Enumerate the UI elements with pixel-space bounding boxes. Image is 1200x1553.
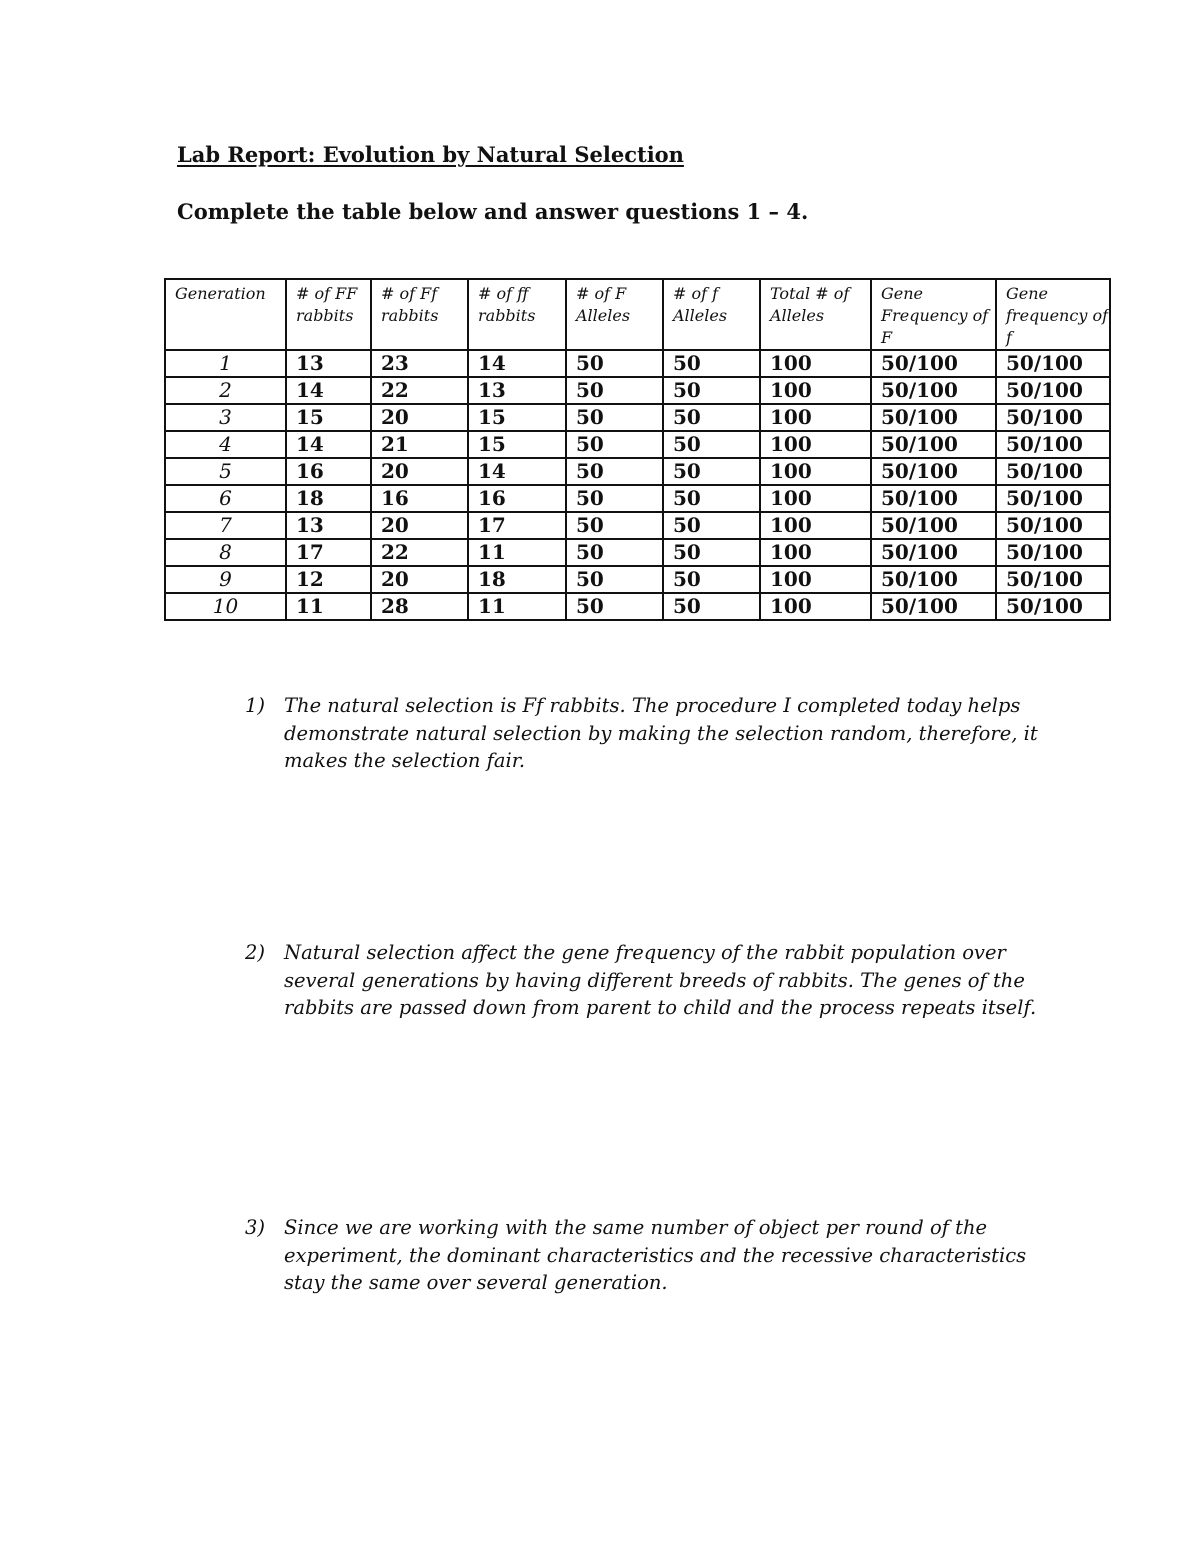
answer-text: Natural selection affect the gene frequency of the rabbit population over several generations by having different breeds of rabbits. The genes of the rabbits are passed down from parent to child and the process repeats itself. [284,941,1037,1019]
header-recessive-alleles: # of f Alleles [663,279,760,350]
table-cell: 18 [468,566,566,593]
table-cell: 50 [663,431,760,458]
table-cell: 100 [760,485,871,512]
table-cell: 14 [468,350,566,377]
table-cell: 100 [760,458,871,485]
table-cell: 50 [566,485,663,512]
table-cell: 100 [760,431,871,458]
generation-cell: 1 [165,350,286,377]
table-cell: 50/100 [871,431,996,458]
table-cell: 50 [566,377,663,404]
generation-cell: 9 [165,566,286,593]
table-cell: 50/100 [996,377,1110,404]
header-ff-hetero-rabbits: # of Ff rabbits [371,279,468,350]
table-cell: 50 [663,377,760,404]
table-row [165,458,1110,485]
table-cell: 50/100 [996,512,1110,539]
table-cell: 50 [663,593,760,620]
table-cell: 50 [566,593,663,620]
table-cell: 50 [663,350,760,377]
table-cell: 14 [468,458,566,485]
table-cell: 100 [760,593,871,620]
generation-table [164,278,1111,621]
table-cell: 100 [760,566,871,593]
table-cell: 15 [468,431,566,458]
table-cell: 50 [566,512,663,539]
header-dominant-alleles: # of F Alleles [566,279,663,350]
table-cell: 15 [286,404,371,431]
table-cell: 100 [760,404,871,431]
generation-cell: 7 [165,512,286,539]
answer-number: 3) [245,1216,266,1239]
table-cell: 14 [286,377,371,404]
header-ff-dominant-rabbits: # of FF rabbits [286,279,371,350]
header-frequency-recessive: Gene frequency of f [996,279,1110,350]
table-row [165,593,1110,620]
table-row [165,512,1110,539]
table-cell: 50/100 [871,485,996,512]
answer-item [245,692,1045,775]
table-cell: 50/100 [871,404,996,431]
table-cell: 18 [286,485,371,512]
instructions: Complete the table below and answer questions 1 – 4. [177,199,809,224]
answer-number: 2) [245,941,266,964]
table-cell: 50 [566,431,663,458]
header-generation: Generation [165,279,286,350]
table-cell: 50/100 [871,593,996,620]
answer-item [245,1214,1045,1297]
table-cell: 100 [760,377,871,404]
table-cell: 11 [468,539,566,566]
table-cell: 23 [371,350,468,377]
table-row [165,350,1110,377]
table-row [165,539,1110,566]
table-cell: 17 [468,512,566,539]
table-cell: 14 [286,431,371,458]
table-cell: 50/100 [871,512,996,539]
table-cell: 13 [468,377,566,404]
table-cell: 11 [468,593,566,620]
table-cell: 50/100 [871,377,996,404]
table-cell: 16 [371,485,468,512]
answer-item [245,939,1045,1022]
table-cell: 50 [663,404,760,431]
table-cell: 50/100 [996,404,1110,431]
table-cell: 12 [286,566,371,593]
generation-cell: 5 [165,458,286,485]
generation-cell: 10 [165,593,286,620]
table-cell: 50 [566,539,663,566]
table-row [165,485,1110,512]
header-frequency-dominant: Gene Frequency of F [871,279,996,350]
page-title: Lab Report: Evolution by Natural Selection [177,142,684,167]
header-total-alleles: Total # of Alleles [760,279,871,350]
answer-text: The natural selection is Ff rabbits. The procedure I completed today helps demonstrate natural selection by making the selection random, therefore, it makes the selection fair. [284,694,1038,772]
table-cell: 50/100 [996,431,1110,458]
table-cell: 100 [760,512,871,539]
table-cell: 50 [663,512,760,539]
table-cell: 50 [663,458,760,485]
table-cell: 50/100 [996,485,1110,512]
table-cell: 50 [566,350,663,377]
table-row [165,566,1110,593]
table-cell: 15 [468,404,566,431]
generation-cell: 6 [165,485,286,512]
table-cell: 50/100 [996,458,1110,485]
generation-cell: 2 [165,377,286,404]
table-cell: 22 [371,377,468,404]
generation-cell: 3 [165,404,286,431]
table-cell: 16 [286,458,371,485]
table-cell: 50 [566,458,663,485]
table-cell: 50/100 [871,566,996,593]
table-cell: 50/100 [996,593,1110,620]
table-cell: 50 [663,485,760,512]
table-cell: 100 [760,539,871,566]
header-ff-recessive-rabbits: # of ff rabbits [468,279,566,350]
table-cell: 20 [371,512,468,539]
table-cell: 13 [286,350,371,377]
table-cell: 21 [371,431,468,458]
table-cell: 17 [286,539,371,566]
table-cell: 20 [371,566,468,593]
table-cell: 50 [566,566,663,593]
table-cell: 50/100 [996,566,1110,593]
table-cell: 11 [286,593,371,620]
table-cell: 50/100 [871,350,996,377]
table-cell: 50 [663,566,760,593]
table-cell: 50/100 [996,539,1110,566]
answer-text: Since we are working with the same number of object per round of the experiment, the dominant characteristics and the recessive characteristics stay the same over several generation. [284,1216,1027,1294]
table-cell: 50/100 [871,539,996,566]
table-cell: 50/100 [871,458,996,485]
table-cell: 50 [566,404,663,431]
table-cell: 20 [371,404,468,431]
generation-cell: 8 [165,539,286,566]
generation-cell: 4 [165,431,286,458]
table-body [165,350,1110,620]
table-cell: 28 [371,593,468,620]
table-row [165,377,1110,404]
table-cell: 16 [468,485,566,512]
table-cell: 20 [371,458,468,485]
table-row [165,404,1110,431]
answer-number: 1) [245,694,266,717]
table-cell: 50 [663,539,760,566]
table-header-row [165,279,1110,350]
table-cell: 13 [286,512,371,539]
table-cell: 50/100 [996,350,1110,377]
table-row [165,431,1110,458]
table-cell: 100 [760,350,871,377]
table-cell: 22 [371,539,468,566]
